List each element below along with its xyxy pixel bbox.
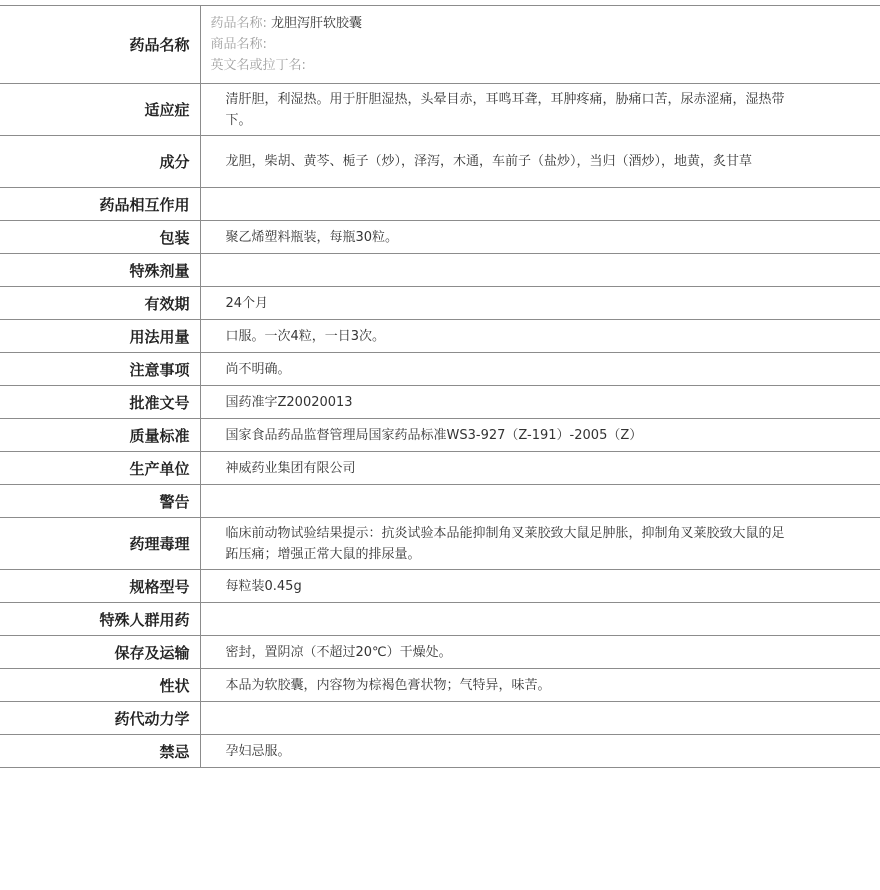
row-description [0,669,880,702]
row-value: 聚乙烯塑料瓶装，每瓶30粒。 [200,221,880,254]
generic-name-value: 龙胆泻肝软胶囊 [271,16,363,31]
row-value: 口服。一次4粒，一日3次。 [200,320,880,353]
row-approval-number [0,386,880,419]
row-drug-name [0,6,880,84]
row-value [200,254,880,287]
row-warning [0,485,880,518]
row-label: 药理毒理 [0,518,200,570]
row-value: 每粒装0.45g [200,570,880,603]
row-value [200,6,880,84]
row-pharmacology [0,518,880,570]
row-label: 警告 [0,485,200,518]
row-label: 质量标准 [0,419,200,452]
row-label: 适应症 [0,84,200,136]
row-precautions [0,353,880,386]
english-name-label: 英文名或拉丁名: [210,58,306,73]
row-specification [0,570,880,603]
row-packaging [0,221,880,254]
row-value [200,603,880,636]
row-value: 密封，置阴凉（不超过20℃）干燥处。 [200,636,880,669]
row-pharmacokinetics [0,702,880,735]
drug-info-table [0,5,880,768]
row-value: 清肝胆，利湿热。用于肝胆湿热，头晕目赤，耳鸣耳聋，耳肿疼痛，胁痛口苦，尿赤涩痛，湿热带下。 [200,84,880,136]
row-value [200,188,880,221]
row-label: 包装 [0,221,200,254]
row-label: 有效期 [0,287,200,320]
row-value: 本品为软胶囊，内容物为棕褐色膏状物；气特异，味苦。 [200,669,880,702]
row-dosage [0,320,880,353]
row-manufacturer [0,452,880,485]
trade-name-line [211,34,791,55]
generic-name-label: 药品名称: [210,16,267,31]
drug-info-sheet [0,5,880,768]
row-label: 生产单位 [0,452,200,485]
row-value [200,702,880,735]
row-label: 特殊人群用药 [0,603,200,636]
row-value: 临床前动物试验结果提示：抗炎试验本品能抑制角叉莱胶致大鼠足肿胀，抑制角叉莱胶致大鼠的足跖压痛；增强正常大鼠的排尿量。 [200,518,880,570]
row-label: 规格型号 [0,570,200,603]
row-value: 尚不明确。 [200,353,880,386]
row-shelf-life [0,287,880,320]
row-label: 特殊剂量 [0,254,200,287]
row-label: 禁忌 [0,735,200,768]
row-interactions [0,188,880,221]
row-special-dosage [0,254,880,287]
row-label: 注意事项 [0,353,200,386]
row-quality-standard [0,419,880,452]
row-value: 龙胆，柴胡、黄芩、栀子（炒），泽泻，木通，车前子（盐炒），当归（酒炒），地黄，炙甘草 [200,136,880,188]
row-label: 保存及运输 [0,636,200,669]
generic-name-line [211,13,791,34]
english-name-line [211,55,791,76]
trade-name-label: 商品名称: [210,37,267,52]
row-ingredients [0,136,880,188]
row-storage [0,636,880,669]
row-label: 药品相互作用 [0,188,200,221]
row-value [200,485,880,518]
row-label: 批准文号 [0,386,200,419]
row-value: 孕妇忌服。 [200,735,880,768]
row-label: 药代动力学 [0,702,200,735]
row-value: 国药准字Z20020013 [200,386,880,419]
row-value: 24个月 [200,287,880,320]
row-indications [0,84,880,136]
row-contraindications [0,735,880,768]
row-label: 成分 [0,136,200,188]
row-special-populations [0,603,880,636]
row-value: 神威药业集团有限公司 [200,452,880,485]
row-label: 用法用量 [0,320,200,353]
row-label: 性状 [0,669,200,702]
row-value: 国家食品药品监督管理局国家药品标准WS3-927（Z-191）-2005（Z） [200,419,880,452]
row-label: 药品名称 [0,6,200,84]
